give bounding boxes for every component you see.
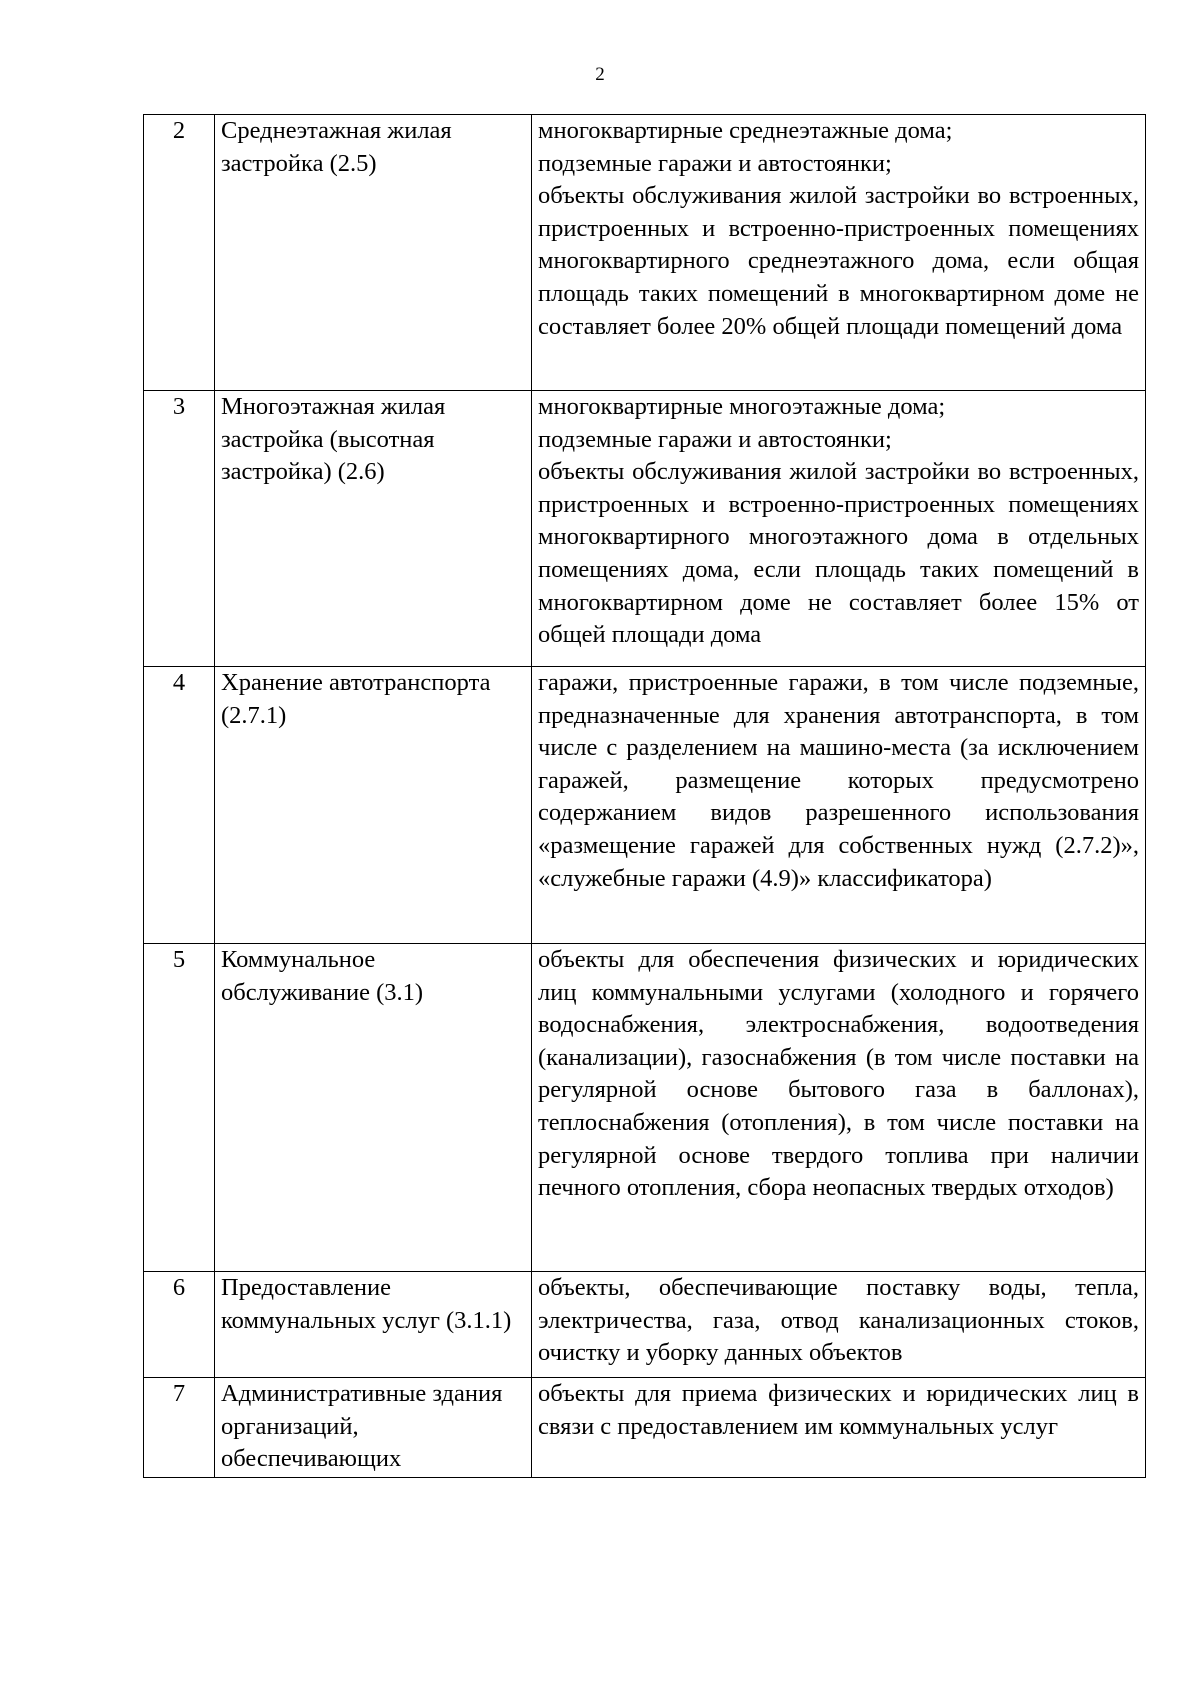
permitted-objects xyxy=(532,944,1146,1272)
table-row xyxy=(144,1378,1146,1478)
row-number: 3 xyxy=(144,391,215,667)
permitted-object-item: многоквартирные многоэтажные дома; xyxy=(538,393,946,420)
land-use-type: Хранение автотранспорта (2.7.1) xyxy=(215,667,532,944)
permitted-object-item: объекты обслуживания жилой застройки во встроенных, пристроенных и встроенно-пристроенных помещениях многоквартирного среднеэтажного дома, если общая площадь таких помещений в многоквартирном доме не составляет более 20% общей площади помещений дома xyxy=(538,182,1139,340)
permitted-objects xyxy=(532,391,1146,667)
permitted-object-item: гаражи, пристроенные гаражи, в том числе подземные, предназначенные для хранения автотранспорта, в том числе с разделением на машино-места (за исключением гаражей, размещение которых предусмотрено содержанием видов разрешенного использования «размещение гаражей для собственных нужд (2.7.2)», «служебные гаражи (4.9)» классификатора) xyxy=(538,669,1139,892)
table-row xyxy=(144,391,1146,667)
permitted-object-item: подземные гаражи и автостоянки; xyxy=(538,149,892,177)
land-use-type: Административные здания организаций, обеспечивающих xyxy=(215,1378,532,1478)
row-number: 7 xyxy=(144,1378,215,1478)
permitted-object-item: подземные гаражи и автостоянки; xyxy=(538,425,892,453)
row-number: 2 xyxy=(144,115,215,391)
permitted-object-item: объекты для приема физических и юридических лиц в связи с предоставлением им коммунальных услуг xyxy=(538,1380,1139,1440)
table-row xyxy=(144,667,1146,944)
table-row xyxy=(144,115,1146,391)
land-use-type: Многоэтажная жилая застройка (высотная застройка) (2.6) xyxy=(215,391,532,667)
permitted-object-item: объекты для обеспечения физических и юридических лиц коммунальными услугами (холодного и горячего водоснабжения, электроснабжения, водоотведения (канализации), газоснабжения (в том числе поставки на регулярной основе бытового газа в баллонах), теплоснабжения (отопления), в том числе поставки на регулярной основе твердого топлива при наличии печного отопления, сбора неопасных твердых отходов) xyxy=(538,946,1139,1202)
permitted-object-item: объекты обслуживания жилой застройки во встроенных, пристроенных и встроенно-пристроенных помещениях многоквартирного многоэтажного дома в отдельных помещениях дома, если площадь таких помещений в многоквартирном доме не составляет более 15% от общей площади дома xyxy=(538,458,1139,649)
table-row xyxy=(144,1272,1146,1378)
permitted-object-item: объекты, обеспечивающие поставку воды, тепла, электричества, газа, отвод канализационных стоков, очистку и уборку данных объектов xyxy=(538,1274,1139,1367)
page-number: 2 xyxy=(595,64,605,85)
land-use-type: Коммунальное обслуживание (3.1) xyxy=(215,944,532,1272)
land-use-type: Среднеэтажная жилая застройка (2.5) xyxy=(215,115,532,391)
permitted-objects xyxy=(532,667,1146,944)
land-use-table xyxy=(143,114,1146,1478)
permitted-objects xyxy=(532,1272,1146,1378)
row-number: 4 xyxy=(144,667,215,944)
row-number: 5 xyxy=(144,944,215,1272)
permitted-objects xyxy=(532,115,1146,391)
row-number: 6 xyxy=(144,1272,215,1378)
table-row xyxy=(144,944,1146,1272)
land-use-type: Предоставление коммунальных услуг (3.1.1) xyxy=(215,1272,532,1378)
permitted-object-item: многоквартирные среднеэтажные дома; xyxy=(538,117,953,144)
permitted-objects xyxy=(532,1378,1146,1478)
